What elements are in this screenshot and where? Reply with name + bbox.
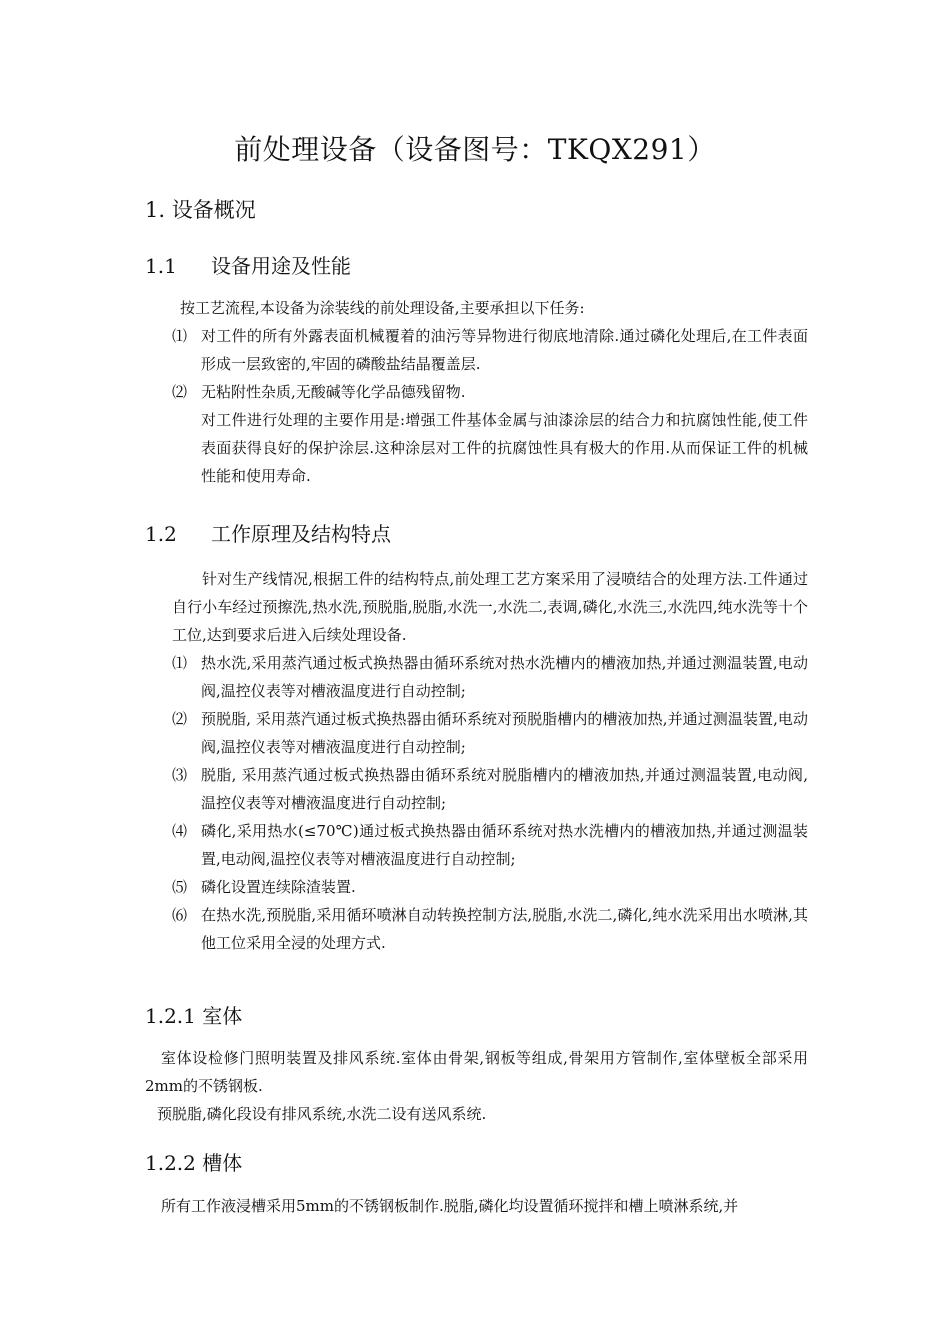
list-marker: ⑴ bbox=[172, 654, 188, 672]
list-item bbox=[172, 873, 808, 901]
section-number: 1.1 bbox=[145, 254, 177, 278]
paragraph: 针对生产线情况,根据工件的结构特点,前处理工艺方案采用了浸喷结合的处理方法.工件通过自行小车经过预擦洗,热水洗,预脱脂,脱脂,水洗一,水洗二,表调,磷化,水洗三,水洗四,纯水洗等十个工位,达到要求后进入后续处理设备. bbox=[172, 570, 808, 644]
list-text: 磷化设置连续除渣装置. bbox=[201, 878, 356, 896]
list-text: 磷化,采用热水(≤70℃)通过板式换热器由循环系统对热水洗槽内的槽液加热,并通过测温装置,电动阀,温控仪表等对槽液温度进行自动控制; bbox=[201, 822, 808, 868]
paragraph: 按工艺流程,本设备为涂装线的前处理设备,主要承担以下任务: bbox=[180, 299, 585, 317]
section-1-1-body bbox=[172, 294, 808, 490]
list-marker: ⑸ bbox=[172, 878, 188, 896]
list-item bbox=[172, 901, 808, 957]
paragraph: 对工件进行处理的主要作用是:增强工件基体金属与油漆涂层的结合力和抗腐蚀性能,使工件表面获得良好的保护涂层.这种涂层对工件的抗腐蚀性具有极大的作用.从而保证工件的机械性能和使用寿命. bbox=[201, 411, 808, 485]
list-text: 预脱脂, 采用蒸汽通过板式换热器由循环系统对预脱脂槽内的槽液加热,并通过测温装置,电动阀,温控仪表等对槽液温度进行自动控制; bbox=[201, 710, 808, 756]
list-marker: ⑵ bbox=[172, 383, 188, 401]
list-item bbox=[172, 649, 808, 705]
section-heading-1: 1. 设备概况 bbox=[145, 198, 256, 222]
list-marker: ⑷ bbox=[172, 822, 188, 840]
section-title: 设备用途及性能 bbox=[211, 254, 351, 278]
list-item bbox=[172, 322, 808, 378]
section-heading-1-1 bbox=[145, 250, 351, 282]
section-1-2-body bbox=[172, 565, 808, 957]
document-title: 前处理设备（设备图号：TKQX291） bbox=[234, 133, 716, 166]
list-item bbox=[172, 378, 808, 406]
paragraph: 预脱脂,磷化段设有排风系统,水洗二设有送风系统. bbox=[157, 1105, 487, 1123]
list-text: 在热水洗,预脱脂,采用循环喷淋自动转换控制方法,脱脂,水洗二,磷化,纯水洗采用出水喷淋,其他工位采用全浸的处理方式. bbox=[201, 906, 808, 952]
section-number: 1.2 bbox=[145, 522, 177, 546]
list-text: 热水洗,采用蒸汽通过板式换热器由循环系统对热水洗槽内的槽液加热,并通过测温装置,电动阀,温控仪表等对槽液温度进行自动控制; bbox=[201, 654, 808, 700]
list-text: 对工件的所有外露表面机械覆着的油污等异物进行彻底地清除.通过磷化处理后,在工件表面形成一层致密的,牢固的磷酸盐结晶覆盖层. bbox=[201, 327, 808, 373]
list-marker: ⑹ bbox=[172, 906, 188, 924]
section-1-2-1-body bbox=[145, 1044, 808, 1128]
section-heading-1-2-2: 1.2.2 槽体 bbox=[145, 1151, 243, 1175]
list-item bbox=[172, 817, 808, 873]
list-item bbox=[172, 761, 808, 817]
list-marker: ⑵ bbox=[172, 710, 188, 728]
paragraph: 室体设检修门照明装置及排风系统.室体由骨架,钢板等组成,骨架用方管制作,室体壁板全部采用2mm的不锈钢板. bbox=[145, 1049, 808, 1095]
section-heading-1-2-1: 1.2.1 室体 bbox=[145, 1004, 243, 1028]
section-title: 工作原理及结构特点 bbox=[211, 522, 391, 546]
section-heading-1-2 bbox=[145, 518, 391, 550]
list-text: 脱脂, 采用蒸汽通过板式换热器由循环系统对脱脂槽内的槽液加热,并通过测温装置,电动阀,温控仪表等对槽液温度进行自动控制; bbox=[201, 766, 808, 812]
list-item bbox=[172, 705, 808, 761]
list-marker: ⑴ bbox=[172, 327, 188, 345]
list-marker: ⑶ bbox=[172, 766, 188, 784]
section-1-2-2-body bbox=[145, 1192, 808, 1220]
paragraph: 所有工作液浸槽采用5mm的不锈钢板制作.脱脂,磷化均设置循环搅拌和槽上喷淋系统,并 bbox=[161, 1197, 739, 1215]
list-text: 无粘附性杂质,无酸碱等化学品德残留物. bbox=[201, 383, 466, 401]
